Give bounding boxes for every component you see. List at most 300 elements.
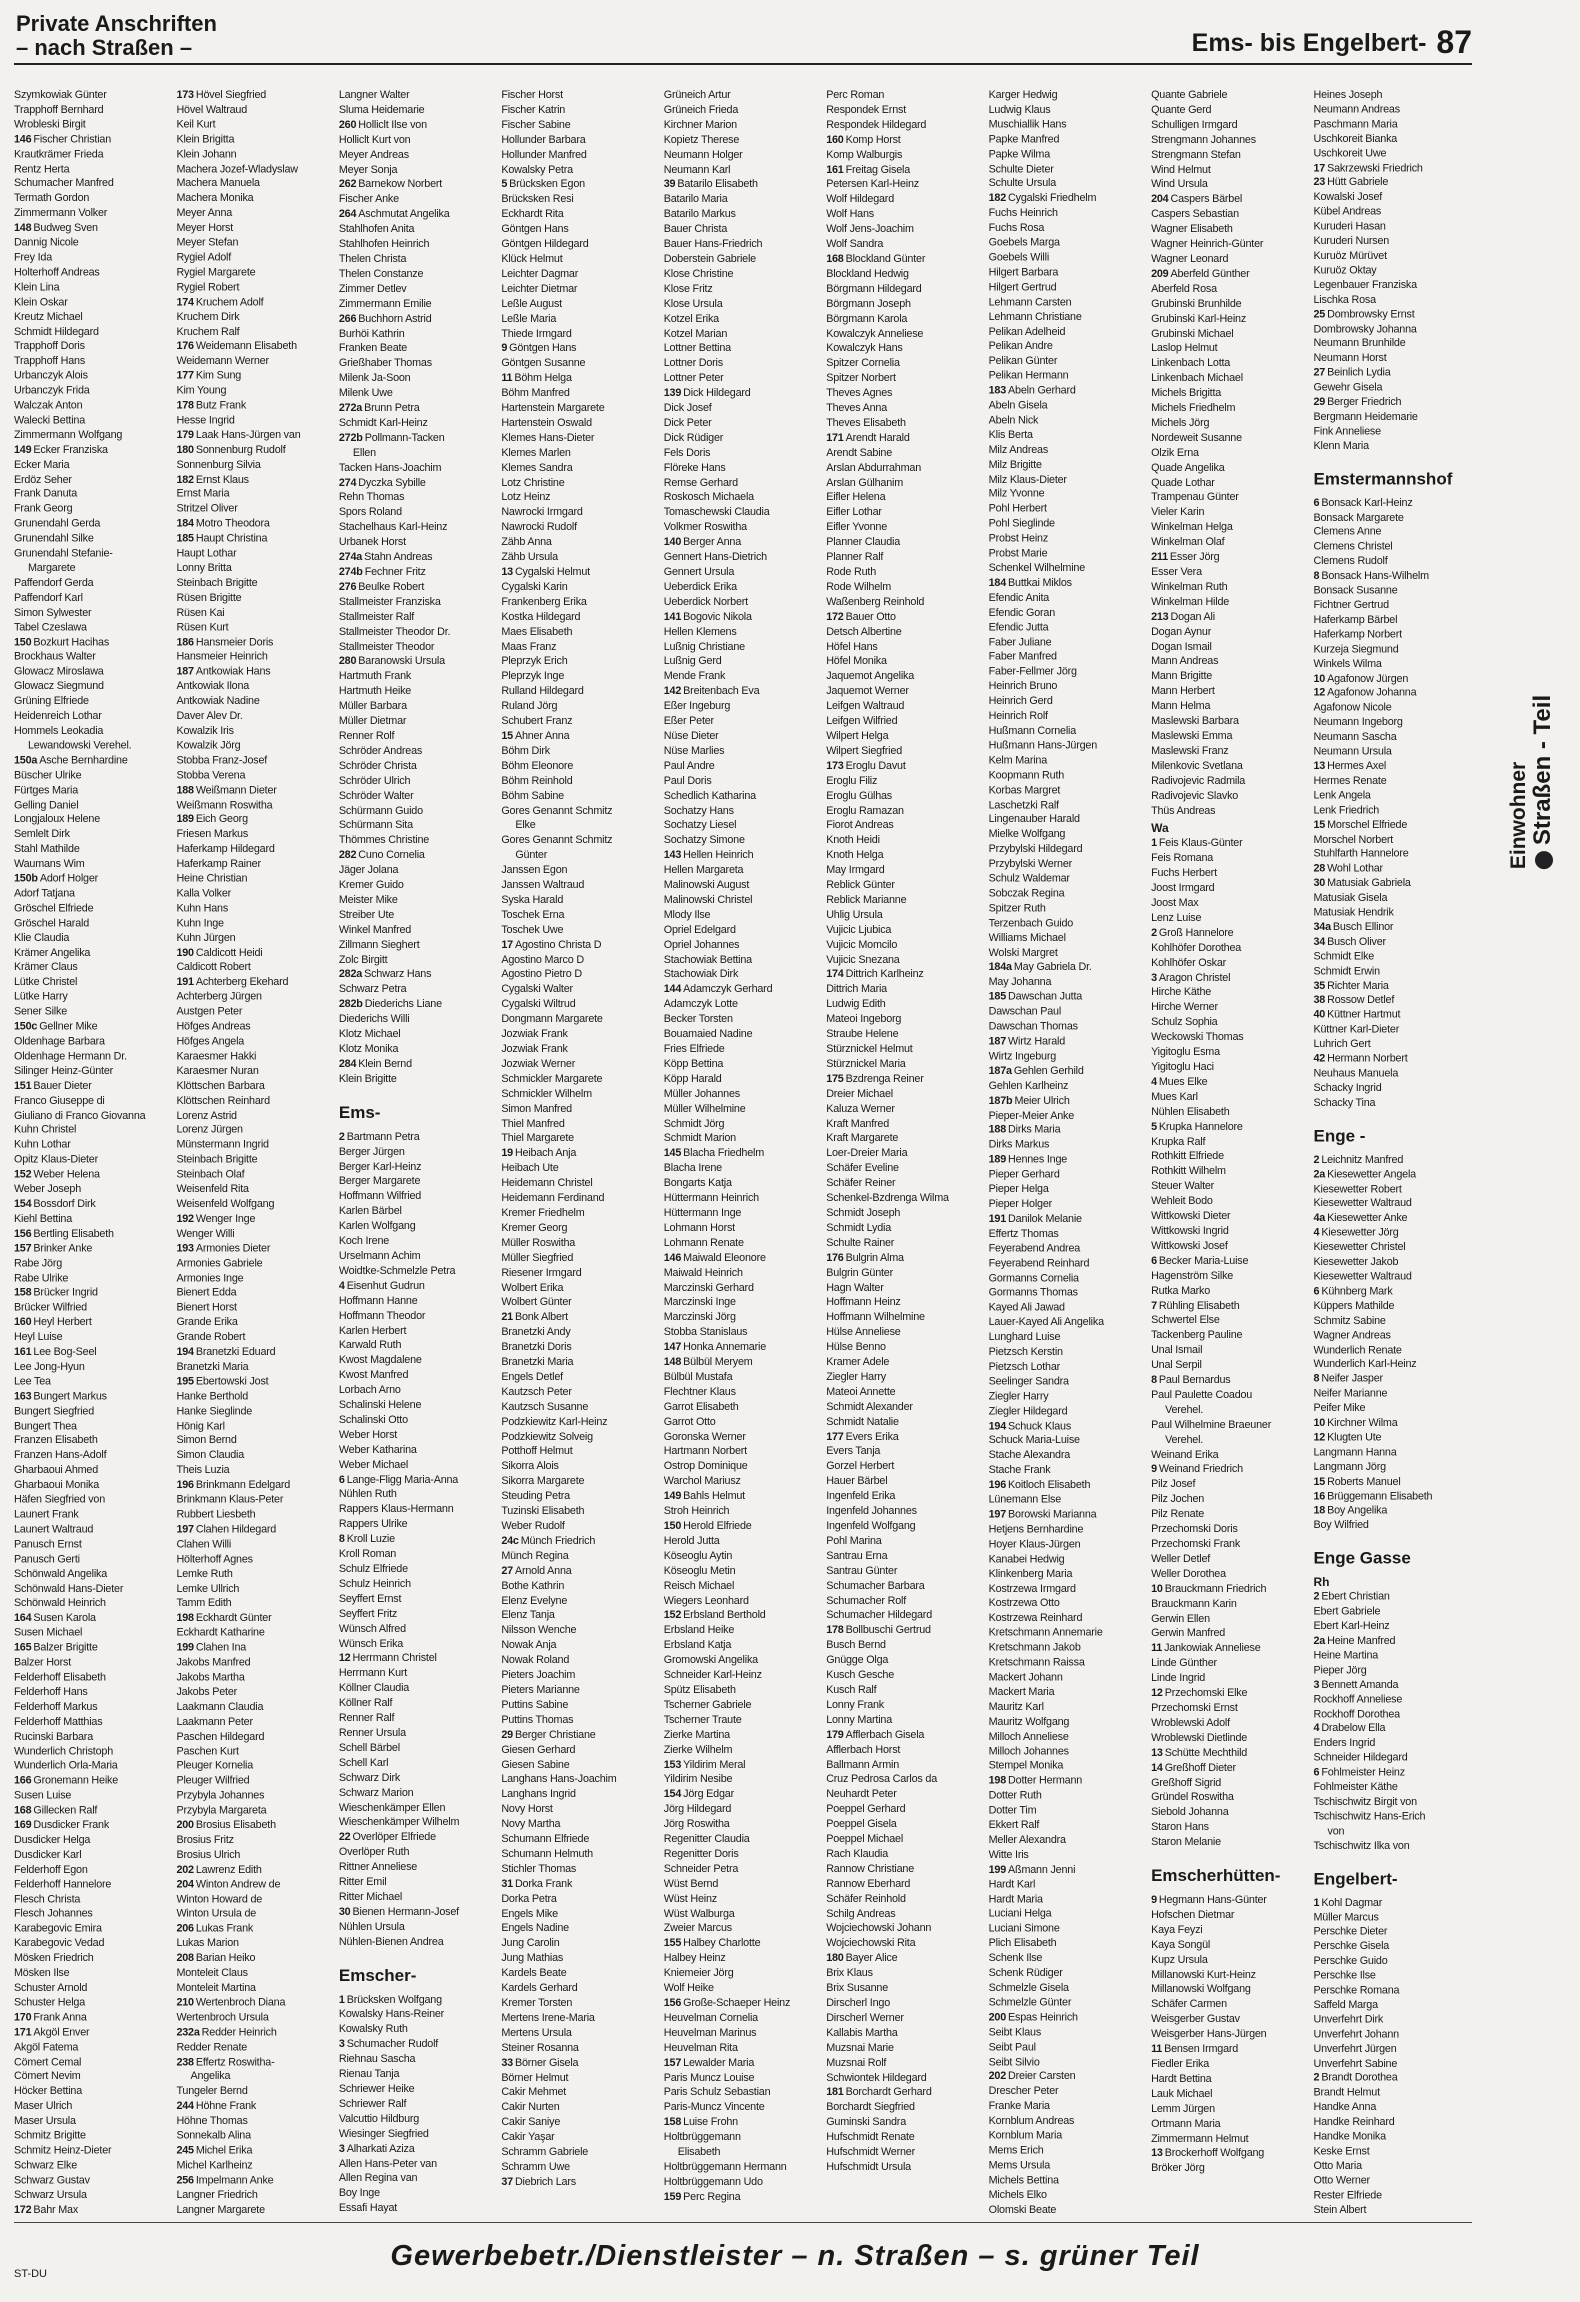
listing-entry (989, 1522, 1147, 1537)
resident-name: Szymkowiak Günter (14, 88, 107, 101)
listing-entry (339, 1711, 497, 1726)
resident-name: Engels Nadine (501, 1922, 569, 1935)
resident-name: Hoffmann Heinz (826, 1296, 901, 1309)
listing-entry (1314, 1445, 1472, 1460)
listing-entry (664, 654, 822, 669)
house-number: 24c (501, 1534, 519, 1547)
resident-name: Frank Danuta (14, 488, 78, 501)
listing-entry (14, 1537, 172, 1552)
resident-name: Vieler Karin (1151, 506, 1205, 519)
resident-name: Plich Elisabeth (988, 1937, 1057, 1950)
listing-entry (176, 2158, 334, 2173)
listing-entry (501, 431, 659, 446)
listing-entry (989, 546, 1147, 561)
listing-entry (1314, 1839, 1472, 1854)
listing-entry (1314, 1081, 1472, 1096)
house-number: 274b (338, 566, 363, 578)
resident-name: Rode Wilhelm (826, 580, 891, 593)
house-number: 168 (826, 252, 844, 265)
listing-entry (339, 804, 497, 819)
resident-name: Bonk Albert (514, 1311, 568, 1324)
listing-entry (664, 2041, 822, 2056)
listing-entry (1314, 1226, 1472, 1241)
listing-entry (664, 237, 822, 252)
listing-entry (176, 768, 334, 783)
house-number: 39 (663, 178, 676, 191)
resident-name: Höfges Andreas (176, 1020, 251, 1033)
resident-name: Seibt Paul (988, 2041, 1036, 2053)
listing-entry (176, 1182, 334, 1197)
resident-name: Frank Anna (33, 2011, 87, 2024)
listing-entry (339, 371, 497, 386)
resident-name: Bulgrin Alma (845, 1251, 904, 1264)
resident-name: Monteleit Martina (176, 1981, 256, 1994)
resident-name: Brosius Elisabeth (195, 1819, 276, 1832)
listing-entry (14, 1700, 172, 1715)
listing-entry (501, 1668, 659, 1683)
listing-entry (664, 1027, 822, 1042)
resident-name: Schäfer Eveline (826, 1162, 899, 1175)
listing-entry (989, 517, 1147, 532)
resident-name: Nühlen-Bienen Andrea (338, 1935, 444, 1948)
listing-entry (664, 341, 822, 356)
resident-name: Agostino Pietro D (501, 968, 582, 981)
listing-entry (826, 610, 984, 625)
resident-name: Kim Young (176, 384, 227, 397)
resident-name: Longjaloux Helene (14, 813, 101, 826)
resident-name: Pleprzyk Inge (501, 670, 565, 683)
listing-entry (1151, 851, 1309, 866)
house-number: 274 (338, 476, 357, 489)
resident-name: Wertenbroch Ursula (176, 2011, 269, 2024)
listing-entry (14, 295, 172, 310)
listing-entry (339, 893, 497, 908)
listing-entry (501, 878, 659, 893)
resident-name: Balzer Brigitte (33, 1641, 98, 1654)
listing-entry (826, 833, 984, 848)
listing-entry (826, 1430, 984, 1445)
resident-name: Krupka Hannelore (1158, 1120, 1243, 1133)
listing-entry (1314, 1096, 1472, 1111)
resident-name: Pietzsch Lothar (988, 1360, 1061, 1373)
listing-entry (339, 1443, 497, 1458)
house-number: 153 (663, 1758, 682, 1771)
listing-entry (664, 1608, 822, 1623)
resident-name: Kohlhöfer Oskar (1151, 956, 1227, 969)
listing-entry (1151, 1908, 1309, 1923)
resident-name: Wind Helmut (1151, 163, 1211, 176)
listing-entry (989, 2114, 1147, 2129)
resident-name: Seibt Klaus (988, 2026, 1042, 2039)
listing-entry (501, 1638, 659, 1653)
resident-name: Leichter Dagmar (501, 267, 579, 280)
house-number: 4a (1313, 1212, 1326, 1225)
house-number: 2 (338, 1130, 345, 1143)
resident-name: Brosius Fritz (176, 1834, 234, 1846)
resident-name: Neumann Horst (1313, 352, 1387, 365)
resident-name: Urselmann Achim (338, 1249, 421, 1262)
resident-name: Batarilo Elisabeth (677, 178, 758, 191)
listing-entry (1151, 759, 1309, 774)
listing-entry (501, 2130, 659, 2145)
resident-name: Milenk Uwe (338, 387, 393, 400)
listing-entry (989, 1996, 1147, 2011)
listing-entry (1314, 1634, 1472, 1649)
house-number: 6 (1313, 1766, 1320, 1779)
listing-entry (501, 1027, 659, 1042)
listing-entry (826, 1847, 984, 1862)
listing-entry (989, 887, 1147, 902)
listing-entry (14, 265, 172, 280)
resident-name: Kiesewetter Christel (1313, 1241, 1406, 1254)
listing-entry (176, 1937, 334, 1952)
listing-entry (989, 1153, 1147, 1168)
listing-entry (1314, 190, 1472, 205)
resident-name: Lorbach Arno (338, 1384, 401, 1397)
house-number: 150b (14, 872, 38, 885)
resident-name: Thömmes Christine (338, 834, 430, 847)
listing-entry (826, 774, 984, 789)
listing-entry (339, 997, 497, 1012)
resident-name: Yigitoglu Haci (1151, 1061, 1214, 1073)
resident-name: Greßhoff Dieter (1164, 1761, 1236, 1774)
resident-name: Mende Frank (663, 670, 726, 683)
resident-name: Paris Muncz Louise (663, 2071, 755, 2084)
resident-name: Keil Kurt (176, 118, 216, 131)
listing-entry (339, 2142, 497, 2157)
listing-entry (176, 2144, 334, 2159)
listing-entry (826, 640, 984, 655)
listing-entry (1151, 2087, 1309, 2102)
listing-entry (176, 1907, 334, 1922)
resident-name: Semlelt Dirk (14, 828, 70, 841)
listing-entry (176, 798, 334, 813)
resident-name: Pelikan Günter (988, 355, 1058, 368)
listing-entry (664, 2056, 822, 2071)
listing-entry (176, 1744, 334, 1759)
listing-entry (501, 1817, 659, 1832)
listing-entry (14, 1301, 172, 1316)
listing-entry (176, 1789, 334, 1804)
listing-entry (501, 2056, 659, 2071)
listing-entry (826, 1489, 984, 1504)
listing-entry (14, 1463, 172, 1478)
listing-entry (14, 1626, 172, 1641)
listing-entry (176, 990, 334, 1005)
resident-name: Schwarz Ursula (14, 2188, 87, 2201)
resident-name: Leifgen Wilfried (826, 715, 898, 728)
resident-name: Cakir Mehmet (501, 2086, 567, 2099)
listing-entry (501, 2011, 659, 2026)
listing-entry (826, 416, 984, 431)
listing-entry (826, 2041, 984, 2056)
resident-name: Langner Margarete (176, 2203, 265, 2216)
listing-entry (501, 833, 659, 848)
listing-entry (339, 192, 497, 207)
listing-entry (1151, 1135, 1309, 1150)
house-number: 12 (1151, 1687, 1163, 1700)
resident-name: Lawrenz Edith (195, 1863, 262, 1876)
listing-entry (339, 908, 497, 923)
resident-name: Luhrich Gert (1313, 1038, 1371, 1051)
resident-name: Weisgerber Gustav (1151, 2013, 1240, 2026)
listing-entry (339, 1428, 497, 1443)
listing-entry (1151, 1507, 1309, 1522)
listing-entry (176, 413, 334, 428)
listing-entry (1151, 804, 1309, 819)
resident-name: Spitzer Cornelia (826, 357, 900, 370)
resident-name: Küppers Mathilde (1313, 1300, 1395, 1312)
house-number: 158 (14, 1286, 32, 1299)
resident-name: Wroblewski Dietlinde (1151, 1731, 1248, 1744)
listing-entry (501, 1966, 659, 1981)
listing-entry (501, 1489, 659, 1504)
listing-entry (501, 654, 659, 669)
listing-entry (1151, 267, 1309, 282)
listing-entry (1151, 2072, 1309, 2087)
listing-entry (176, 591, 334, 606)
resident-name: Pleuger Kornelia (176, 1760, 254, 1772)
resident-name: Aschmutat Angelika (358, 208, 450, 221)
house-number: 276 (338, 580, 357, 593)
resident-name: Steinbach Olaf (176, 1168, 245, 1181)
listing-entry (14, 517, 172, 532)
resident-name: Dick Rüdiger (663, 431, 724, 444)
listing-entry (664, 1847, 822, 1862)
resident-name: Aragon Christel (1158, 971, 1231, 984)
resident-name: Branetzki Eduard (195, 1346, 276, 1358)
resident-name: Branetzki Maria (176, 1360, 249, 1373)
resident-name: Weisenfeld Rita (176, 1183, 249, 1196)
listing-entry (664, 1355, 822, 1370)
resident-name: Mann Andreas (1151, 655, 1219, 668)
resident-name: Groß Hannelore (1158, 926, 1234, 939)
resident-name: Rittner Anneliese (338, 1861, 418, 1874)
listing-entry (176, 1582, 334, 1597)
resident-name: Neuhaus Manuela (1313, 1067, 1399, 1080)
listing-entry (989, 1301, 1147, 1316)
resident-name: Kuhn Jürgen (176, 931, 236, 944)
resident-name: Kostrzewa Reinhard (988, 1612, 1083, 1625)
resident-name: Strengmann Stefan (1151, 148, 1241, 161)
house-number: 3 (338, 2142, 345, 2155)
resident-name: Kaya Feyzi (1151, 1923, 1203, 1936)
resident-name: Kowalsky Hans-Reiner (338, 2008, 445, 2021)
house-number: 166 (14, 1774, 32, 1787)
resident-name: Renner Ralf (338, 1712, 395, 1725)
resident-name: Herrmann Kurt (338, 1667, 408, 1680)
resident-name: Caldicott Heidi (195, 946, 263, 959)
resident-name: Bienen Hermann-Josef (352, 1905, 459, 1918)
resident-name: Kiehl Bettina (14, 1212, 73, 1225)
resident-name: Austgen Peter (176, 1005, 243, 1018)
house-number: 178 (826, 1624, 844, 1637)
resident-name: Peifer Mike (1313, 1402, 1366, 1415)
listing-entry (176, 473, 334, 488)
listing-entry (339, 1383, 497, 1398)
resident-name: Sochatzy Liesel (663, 819, 737, 832)
resident-name: Gründel Roswitha (1151, 1791, 1234, 1804)
listing-entry (339, 1920, 497, 1935)
resident-name: Pilz Renate (1151, 1508, 1205, 1521)
listing-entry (664, 684, 822, 699)
resident-name: Lotz Heinz (501, 491, 551, 504)
listing-entry (1314, 1925, 1472, 1940)
house-number: 154 (14, 1198, 32, 1211)
listing-entry (1314, 1984, 1472, 1999)
listing-entry (501, 2041, 659, 2056)
resident-name: Lorenz Jürgen (176, 1124, 243, 1137)
resident-name: Lemke Ullrich (176, 1582, 240, 1595)
listing-entry (14, 1833, 172, 1848)
resident-name: Kim Sung (195, 369, 242, 382)
listing-entry (1314, 1182, 1472, 1197)
resident-name: Schuster Arnold (14, 1981, 88, 1994)
listing-entry (1314, 1475, 1472, 1490)
resident-name: Fischer Sabine (501, 118, 571, 131)
listing-entry (1151, 1000, 1309, 1015)
resident-name: Aberfeld Günther (1170, 267, 1250, 280)
listing-entry (1314, 1751, 1472, 1766)
header-left (16, 12, 217, 60)
listing-entry (989, 753, 1147, 768)
resident-name: Stahn Andreas (364, 551, 433, 564)
listing-entry (826, 1295, 984, 1310)
resident-name: Schröder Ulrich (338, 774, 411, 787)
house-number: 282a (338, 968, 363, 981)
listing-entry (664, 1996, 822, 2011)
listing-entry (1151, 1254, 1309, 1269)
resident-name: Felderhoff Markus (14, 1700, 98, 1713)
resident-name: Streiber Ute (338, 908, 395, 921)
house-number: 197 (176, 1523, 194, 1536)
resident-name: Abeln Nick (988, 414, 1039, 427)
resident-name: Schröder Christa (338, 759, 417, 772)
listing-entry (339, 1057, 497, 1072)
resident-name: Kornblum Andreas (988, 2115, 1075, 2127)
listing-entry (176, 1301, 334, 1316)
listing-entry (989, 1907, 1147, 1922)
resident-name: Agafonow Nicole (1313, 701, 1392, 714)
listing-entry (1151, 1105, 1309, 1120)
house-number: 21 (501, 1311, 513, 1324)
resident-name: Sikorra Alois (501, 1460, 559, 1473)
resident-name: Planner Claudia (826, 536, 901, 549)
district-subheading: Rh (1313, 1575, 1330, 1590)
listing-entry (1151, 1537, 1309, 1552)
listing-entry (501, 1385, 659, 1400)
listing-entry (501, 1713, 659, 1728)
resident-name: Hölterhoff Agnes (176, 1553, 253, 1565)
listing-entry (501, 1146, 659, 1161)
listing-entry (176, 2099, 334, 2114)
resident-name: Korbas Margret (988, 784, 1061, 796)
listing-entry (826, 2115, 984, 2130)
resident-name: Honka Annemarie (683, 1341, 766, 1354)
listing-entry (826, 505, 984, 520)
listing-entry (14, 1493, 172, 1508)
listing-entry (826, 1012, 984, 1027)
resident-name: Caldicott Robert (176, 961, 251, 974)
listing-entry (14, 1730, 172, 1745)
resident-name: Gillecken Ralf (33, 1804, 98, 1817)
listing-entry (826, 2160, 984, 2175)
listing-entry (1151, 1328, 1309, 1343)
resident-name: Meister Mike (338, 893, 398, 906)
listing-entry (989, 1020, 1147, 1035)
listing-entry (1151, 2132, 1309, 2147)
listing-entry (339, 88, 497, 103)
resident-name: Wüst Heinz (663, 1892, 717, 1905)
resident-name: Motro Theodora (195, 517, 270, 530)
listing-entry (1151, 416, 1309, 431)
resident-name: Schulte Rainer (826, 1236, 895, 1249)
resident-name: Sonnekalb Alina (176, 2129, 251, 2142)
resident-name: Armonies Dieter (195, 1242, 271, 1255)
resident-name: Bienert Edda (176, 1286, 237, 1299)
resident-name: Koitloch Elisabeth (1008, 1479, 1091, 1492)
listing-entry (826, 1117, 984, 1132)
listing-entry (989, 1700, 1147, 1715)
house-number: 179 (176, 429, 194, 442)
resident-name: Göntgen Susanne (501, 357, 586, 370)
listing-entry (989, 1626, 1147, 1641)
listing-entry (1314, 1489, 1472, 1504)
resident-name: Wilpert Siegfried (826, 744, 902, 757)
listing-entry (989, 1168, 1147, 1183)
resident-name: Klenn Maria (1313, 440, 1369, 452)
listing-entry (14, 2084, 172, 2099)
resident-name: Staron Melanie (1151, 1836, 1221, 1849)
listing-entry (989, 591, 1147, 606)
listing-entry (1151, 386, 1309, 401)
listing-entry (14, 251, 172, 266)
resident-name: Dirscherl Ingo (826, 1997, 890, 2009)
resident-name: Lohmann Horst (663, 1221, 735, 1234)
resident-name: Lütke Christel (14, 976, 78, 989)
listing-entry (1151, 2102, 1309, 2117)
listing-entry (176, 857, 334, 872)
resident-name: Schumann Elfriede (501, 1833, 590, 1846)
listing-entry (1314, 701, 1472, 716)
listing-entry (664, 401, 822, 416)
resident-name: Schwarz Marion (338, 1786, 414, 1799)
resident-name: Brauckmann Karin (1151, 1597, 1237, 1610)
resident-name: Uschkoreit Bianka (1313, 132, 1398, 145)
listing-entry (14, 1345, 172, 1360)
resident-name: Cygalski Helmut (514, 566, 590, 578)
resident-name: Kardels Gerhard (501, 1982, 578, 1995)
listing-entry (664, 192, 822, 207)
listing-entry (501, 118, 659, 133)
resident-name: Stachowiak Bettina (663, 953, 752, 966)
house-number: 196 (988, 1479, 1007, 1492)
listing-entry (989, 1803, 1147, 1818)
resident-name: Dick Hildegard (683, 387, 751, 400)
resident-name: Kowalski Josef (1313, 191, 1383, 204)
house-number: 157 (663, 2056, 682, 2069)
resident-name: Fuchs Heinrich (988, 207, 1058, 220)
listing-entry (1151, 985, 1309, 1000)
listing-entry-continuation (501, 818, 659, 833)
resident-name: Freitag Gisela (845, 163, 911, 176)
resident-name: Karlen Bärbel (338, 1205, 402, 1218)
listing-entry (1314, 906, 1472, 921)
listing-entry (826, 237, 984, 252)
side-label-line2-text: Straßen - Teil (1529, 694, 1556, 846)
resident-name: Karlen Wolfgang (338, 1220, 416, 1233)
resident-name: Faber Manfred (988, 650, 1057, 663)
